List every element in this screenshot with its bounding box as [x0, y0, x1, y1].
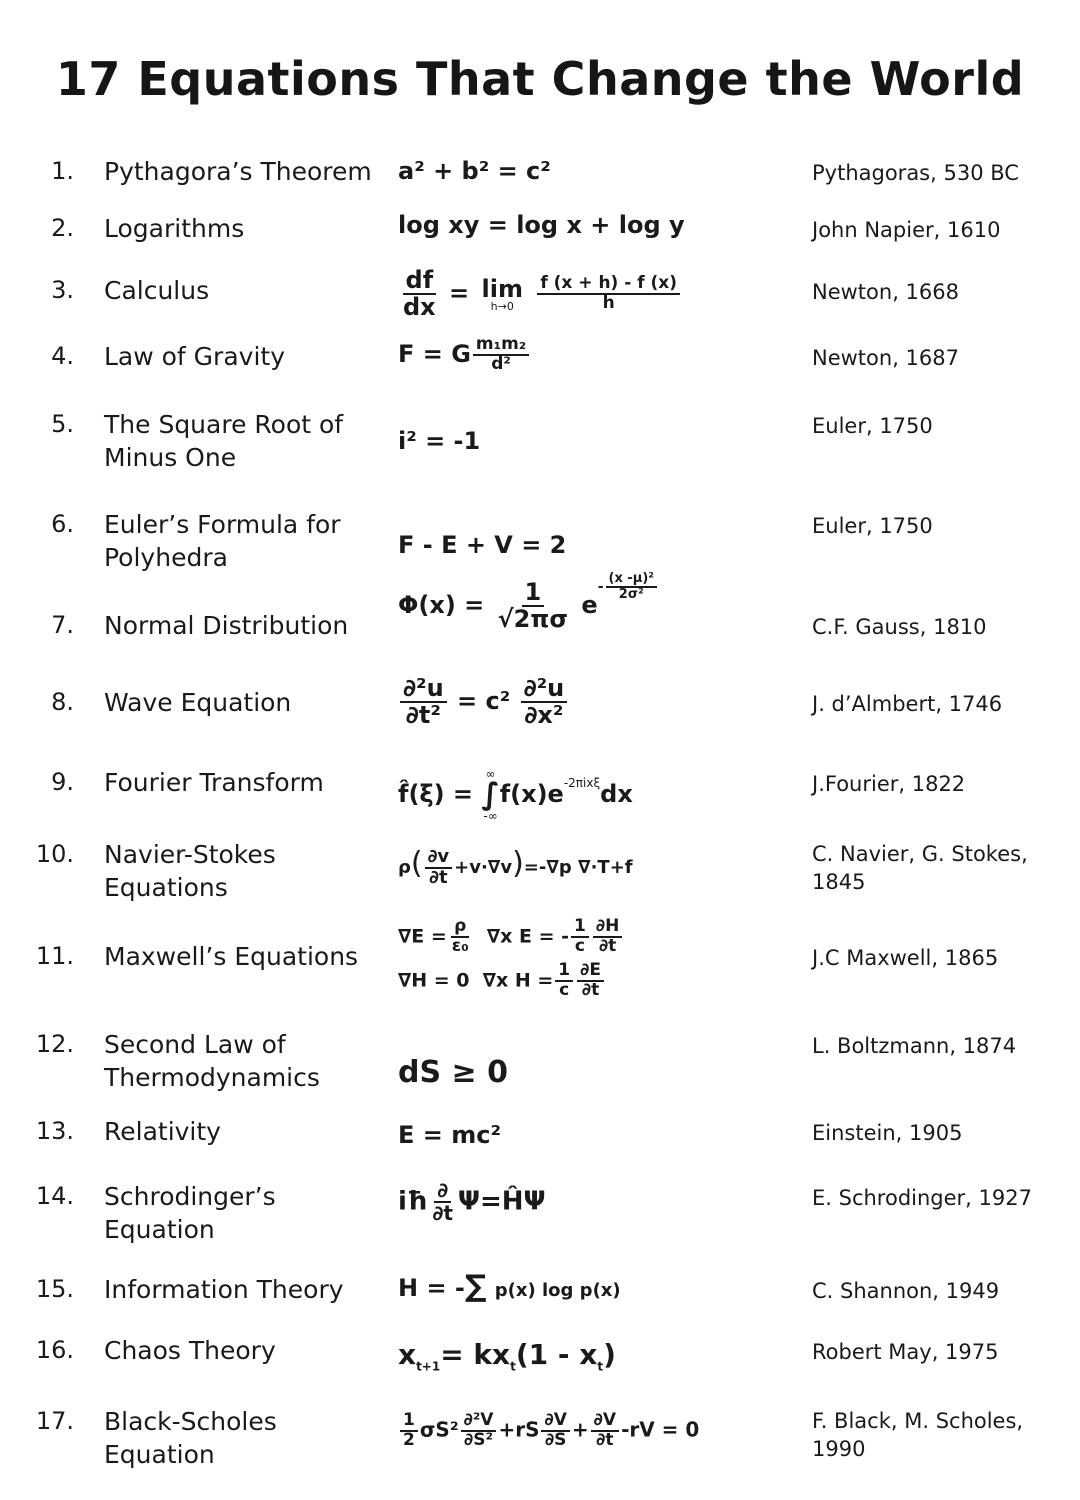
equation-name-line: Chaos Theory [104, 1336, 276, 1365]
equation-name-line: Relativity [104, 1117, 221, 1146]
equation-credit [812, 512, 1062, 540]
eq-fourier: f̂(ξ) = ∞ ∫ -∞ $f(x)e^{-2\pi ix\xi}dx$ [398, 767, 633, 823]
equation-name-line: Information Theory [104, 1275, 344, 1304]
equation-name-line: Fourier Transform [104, 768, 324, 797]
equation-name [104, 340, 394, 373]
row-number: 10. [35, 840, 74, 868]
row-number: 9. [51, 768, 74, 796]
row-number: 14. [35, 1182, 74, 1210]
eq-pythagoras: a² + b² = c² [398, 157, 551, 185]
eq-thermodynamics: dS ≥ 0 [398, 1055, 508, 1090]
eq-information-theory: H = -∑ p(x) log p(x) [398, 1269, 621, 1304]
equation-name [104, 408, 394, 474]
equation-credit-line: J.Fourier, 1822 [812, 772, 966, 796]
equation-credit-line: Einstein, 1905 [812, 1121, 963, 1145]
row-number: 1. [51, 157, 74, 185]
equation-credit [812, 613, 1062, 641]
equation-name-line: Polyhedra [104, 543, 228, 572]
equation-credit [812, 690, 1062, 718]
row-number: 8. [51, 688, 74, 716]
equation-name [104, 1273, 394, 1306]
equation-credit-line: 1990 [812, 1437, 866, 1461]
eq-sqrt-minus-one: i² = -1 [398, 427, 481, 455]
equation-name [104, 1115, 394, 1148]
row-number: 3. [51, 276, 74, 304]
equation-credit [812, 1032, 1062, 1060]
equation-name [104, 1334, 394, 1367]
equation-credit-line: 1845 [812, 870, 866, 894]
equation-name [104, 838, 394, 904]
row-number: 5. [51, 410, 74, 438]
row-number: 16. [35, 1336, 74, 1364]
eq-normal-distribution: Φ(x) = $\frac{1}{√2\pi\sigma}$ e - $\frac{\text{(x -μ)²}}{\text{2σ²}}$ [398, 580, 798, 632]
eq-gravity: F = G $\frac{\text{m₁m₂}}{\text{d²}}$ [398, 336, 798, 374]
equation-credit [812, 159, 1062, 187]
equation-name-line: Equations [104, 873, 228, 902]
equation-name-line: Black-Scholes [104, 1407, 277, 1436]
eq-schrodinger: iħ $\frac{\partial}{\partial t}$ Ψ=ĤΨ [398, 1178, 546, 1225]
eq-euler-polyhedra: F - E + V = 2 [398, 531, 567, 559]
page-title: 17 Equations That Change the World [55, 52, 1025, 106]
equation-name [104, 609, 394, 642]
equation-credit-line: L. Boltzmann, 1874 [812, 1034, 1017, 1058]
equation-name [104, 212, 394, 245]
row-number: 12. [35, 1030, 74, 1058]
equation-credit-line: Robert May, 1975 [812, 1340, 999, 1364]
equation-name [104, 508, 394, 574]
equation-name-line: Equation [104, 1215, 215, 1244]
row-number: 4. [51, 342, 74, 370]
equation-credit [812, 1338, 1062, 1366]
equation-name-line: Law of Gravity [104, 342, 285, 371]
equation-credit [812, 1407, 1062, 1463]
equation-name-line: Equation [104, 1440, 215, 1469]
equation-name-line: Thermodynamics [104, 1063, 320, 1092]
row-number: 17. [35, 1407, 74, 1435]
equation-credit-line: Euler, 1750 [812, 414, 933, 438]
equation-name-line: Second Law of [104, 1030, 286, 1059]
equation-name [104, 155, 394, 188]
equation-name [104, 274, 394, 307]
equation-name [104, 686, 394, 719]
eq-wave: $\frac{\text{∂²u}}{\text{∂t²}}$ = c² $\frac{\text{∂²u}}{\text{∂x²}}$ [398, 676, 798, 728]
equation-name-line: Minus One [104, 443, 237, 472]
eq-maxwell: ∇E = $\frac{\rho}{\text{ε₀}}$ ∇x E = - $\frac{1}{c}$ $\frac{\partial H}{\partial t}$ ∇H = 0 ∇x H = $\frac{1}{c}$ $\frac{\partial E}{\partial t}$ [398, 918, 798, 999]
equation-credit [812, 1119, 1062, 1147]
equation-credit [812, 1184, 1062, 1212]
equation-name [104, 766, 394, 799]
row-number: 2. [51, 214, 74, 242]
equation-credit-line: Newton, 1668 [812, 280, 959, 304]
equation-credit-line: C.F. Gauss, 1810 [812, 615, 987, 639]
equation-credit-line: J.C Maxwell, 1865 [812, 946, 999, 970]
equation-name [104, 1028, 394, 1094]
equation-name-line: Schrodinger’s [104, 1182, 276, 1211]
equation-credit-line: F. Black, M. Scholes, [812, 1409, 1024, 1433]
row-number: 15. [35, 1275, 74, 1303]
equation-credit-line: J. d’Almbert, 1746 [812, 692, 1003, 716]
equation-credit-line: Pythagoras, 530 BC [812, 161, 1019, 185]
equation-name-line: The Square Root of [104, 410, 344, 439]
equation-credit [812, 278, 1062, 306]
equation-credit-line: John Napier, 1610 [812, 218, 1001, 242]
equation-credit [812, 344, 1062, 372]
eq-relativity: E = mc² [398, 1121, 501, 1149]
equation-credit [812, 1277, 1062, 1305]
row-number: 6. [51, 510, 74, 538]
eq-calculus: $\frac{df}{dx}$ = lim h→0 $\frac{f (x + h) - f (x)}{h}$ [398, 268, 798, 320]
equation-name [104, 1405, 394, 1471]
equation-name-line: Pythagora’s Theorem [104, 157, 372, 186]
equation-credit [812, 770, 1062, 798]
equation-name-line: Maxwell’s Equations [104, 942, 359, 971]
eq-navier-stokes: ρ( $\frac{\partial v}{\partial t}$ +v·∇v)=-∇p ∇·T+f [398, 845, 633, 888]
row-number: 7. [51, 611, 74, 639]
equation-credit-line: C. Navier, G. Stokes, [812, 842, 1028, 866]
eq-black-scholes: $\frac{1}{2}$ σS² $\frac{\text{∂²V}}{\text{∂S²}}$ +rS $\frac{\partial V}{\partial S}$ + $\frac{\partial V}{\partial t}$ -rV = 0 [398, 1412, 778, 1450]
equation-credit-line: Euler, 1750 [812, 514, 933, 538]
equation-credit [812, 412, 1062, 440]
row-number: 11. [35, 942, 74, 970]
equation-credit-line: Newton, 1687 [812, 346, 959, 370]
eq-logarithms: log xy = log x + log y [398, 211, 685, 239]
equation-credit [812, 944, 1062, 972]
equation-name [104, 940, 394, 973]
equation-name [104, 1180, 394, 1246]
equation-credit-line: C. Shannon, 1949 [812, 1279, 1000, 1303]
equation-credit [812, 216, 1062, 244]
equation-name-line: Calculus [104, 276, 210, 305]
equation-name-line: Wave Equation [104, 688, 292, 717]
row-number: 13. [35, 1117, 74, 1145]
equation-name-line: Normal Distribution [104, 611, 349, 640]
equation-credit-line: E. Schrodinger, 1927 [812, 1186, 1032, 1210]
equation-name-line: Euler’s Formula for [104, 510, 341, 539]
equation-credit [812, 840, 1062, 896]
equation-name-line: Logarithms [104, 214, 245, 243]
eq-chaos-theory: $x_{t+1}= kx_t(1 - x_t)$ [398, 1338, 616, 1374]
equation-name-line: Navier-Stokes [104, 840, 276, 869]
